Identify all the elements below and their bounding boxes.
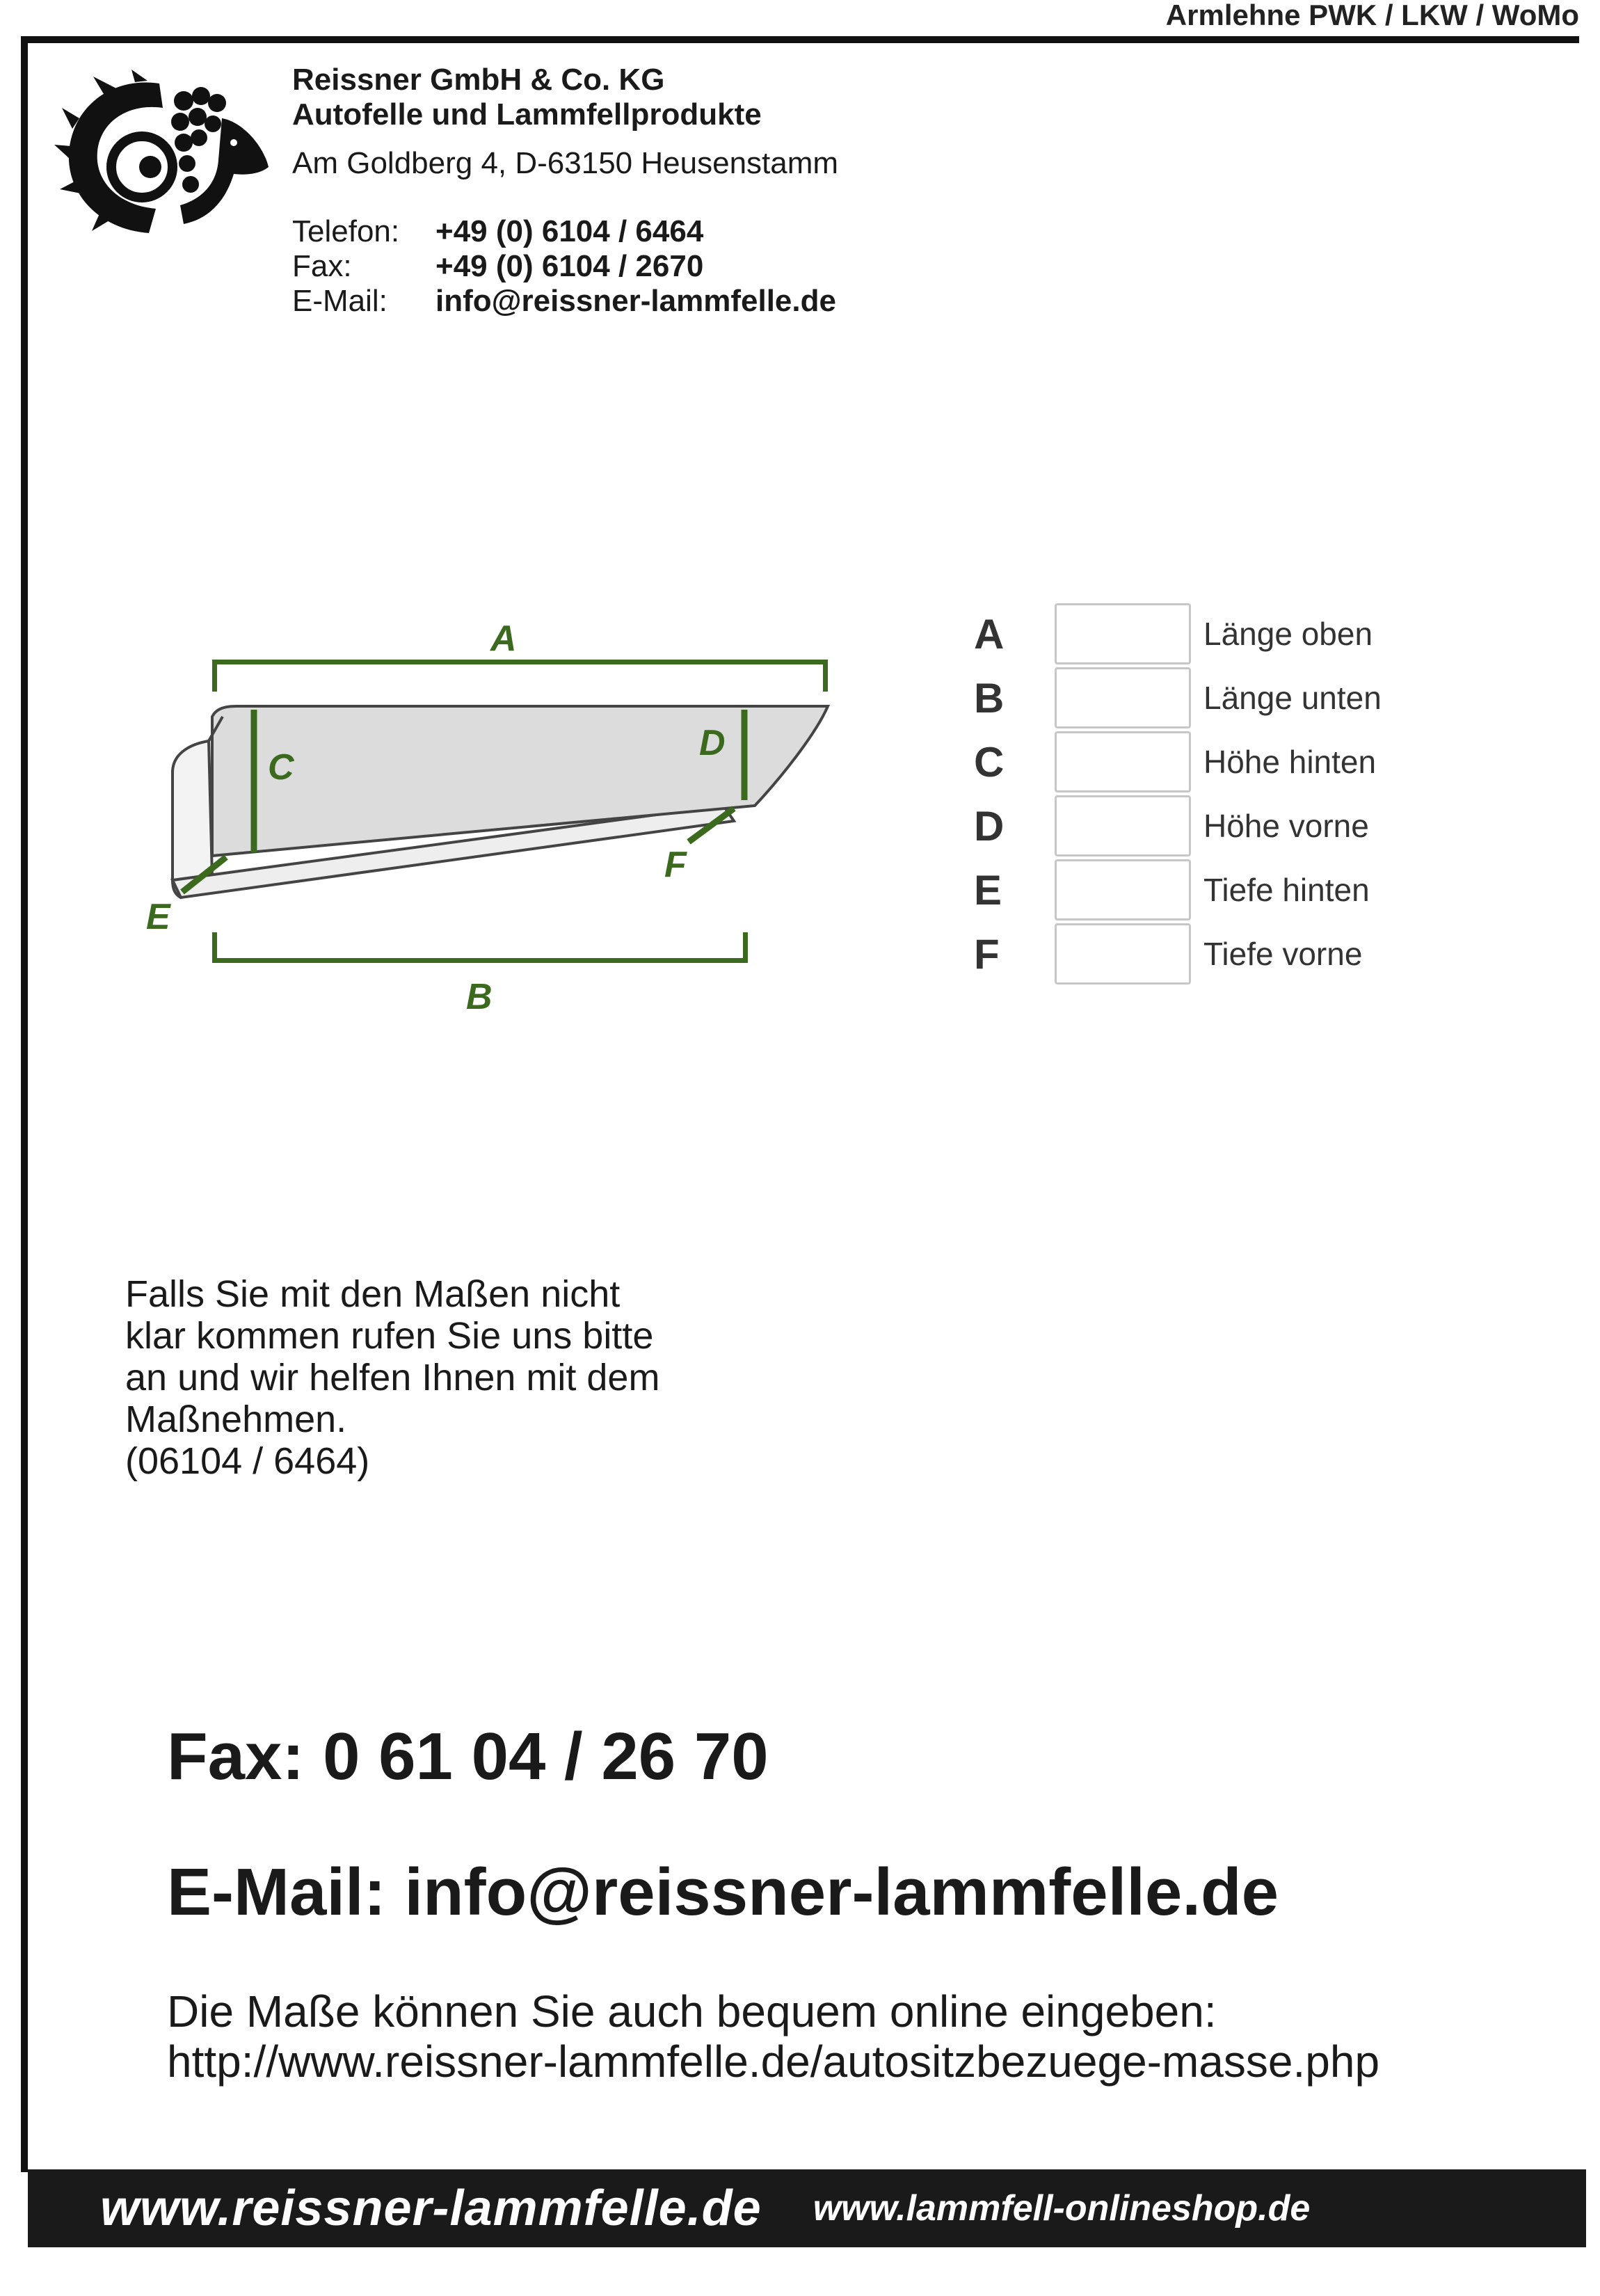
company-tagline: Autofelle und Lammfellprodukte (292, 97, 762, 131)
fax-number-heading: Fax: 0 61 04 / 26 70 (167, 1719, 769, 1794)
help-line: Falls Sie mit den Maßen nicht (125, 1273, 621, 1315)
label-f: F (664, 845, 687, 885)
dimension-label: Höhe vorne (1203, 808, 1369, 844)
company-block (292, 63, 838, 181)
dimension-label: Tiefe vorne (1203, 936, 1363, 972)
email-value: info@reissner-lammfelle.de (435, 284, 836, 318)
dimension-row-c (974, 730, 1382, 794)
email-row (292, 284, 836, 319)
email-label: E-Mail: (292, 284, 387, 318)
dimension-row-b (974, 666, 1382, 730)
label-c: C (268, 747, 294, 788)
label-b: B (466, 977, 493, 1017)
online-form-url[interactable]: http://www.reissner-lammfelle.de/autositzbezuege-masse.php (167, 2036, 1380, 2087)
dimension-a-field[interactable] (1055, 603, 1191, 664)
email-heading: E-Mail: info@reissner-lammfelle.de (167, 1855, 1279, 1929)
dimension-e-field[interactable] (1055, 859, 1191, 920)
dimension-letter: C (974, 738, 1005, 786)
dimension-b-field[interactable] (1055, 667, 1191, 728)
contact-block (292, 214, 836, 319)
dimension-label: Tiefe hinten (1203, 872, 1370, 908)
footer-url-main[interactable]: www.reissner-lammfelle.de (100, 2181, 762, 2236)
company-name: Reissner GmbH & Co. KG (292, 63, 665, 97)
phone-value: +49 (0) 6104 / 6464 (435, 214, 704, 248)
help-line: Maßnehmen. (125, 1398, 347, 1440)
label-e: E (146, 897, 170, 937)
dimension-label: Höhe hinten (1203, 744, 1377, 780)
dimension-letter: E (974, 866, 1002, 914)
online-note-text: Die Maße können Sie auch bequem online eingeben: (167, 1986, 1217, 2036)
dimension-row-a (974, 602, 1382, 666)
dimension-row-f (974, 922, 1382, 986)
dimension-row-e (974, 858, 1382, 922)
footer-bar (28, 2169, 1586, 2247)
top-border (21, 36, 1579, 43)
help-paragraph (125, 1273, 821, 1482)
dimension-c-field[interactable] (1055, 731, 1191, 792)
label-d: D (699, 723, 726, 763)
document-title: Armlehne PWK / LKW / WoMo (1165, 0, 1579, 31)
footer-url-shop[interactable]: www.lammfell-onlineshop.de (813, 2188, 1311, 2229)
online-note (167, 1986, 1379, 2087)
dimension-label: Länge unten (1203, 680, 1382, 716)
help-line: (06104 / 6464) (125, 1440, 370, 1482)
phone-row (292, 214, 836, 249)
left-border (21, 36, 28, 2172)
dimension-letter: B (974, 674, 1005, 722)
company-address: Am Goldberg 4, D-63150 Heusenstamm (292, 146, 839, 180)
fax-value: +49 (0) 6104 / 2670 (435, 249, 704, 283)
label-a: A (490, 619, 517, 659)
armrest-diagram (139, 612, 870, 1044)
phone-label: Telefon: (292, 214, 400, 248)
dimensions-form (974, 602, 1382, 986)
dimension-f-field[interactable] (1055, 923, 1191, 984)
help-line: klar kommen rufen Sie uns bitte (125, 1315, 654, 1357)
dimension-d-field[interactable] (1055, 795, 1191, 856)
ram-logo-icon (51, 70, 281, 244)
dimension-letter: F (974, 930, 1000, 978)
fax-label: Fax: (292, 249, 352, 283)
dimension-row-d (974, 794, 1382, 858)
help-line: an und wir helfen Ihnen mit dem (125, 1357, 660, 1398)
dimension-letter: A (974, 610, 1005, 657)
dimension-label: Länge oben (1203, 616, 1373, 652)
dimension-letter: D (974, 802, 1005, 850)
fax-row (292, 249, 836, 284)
